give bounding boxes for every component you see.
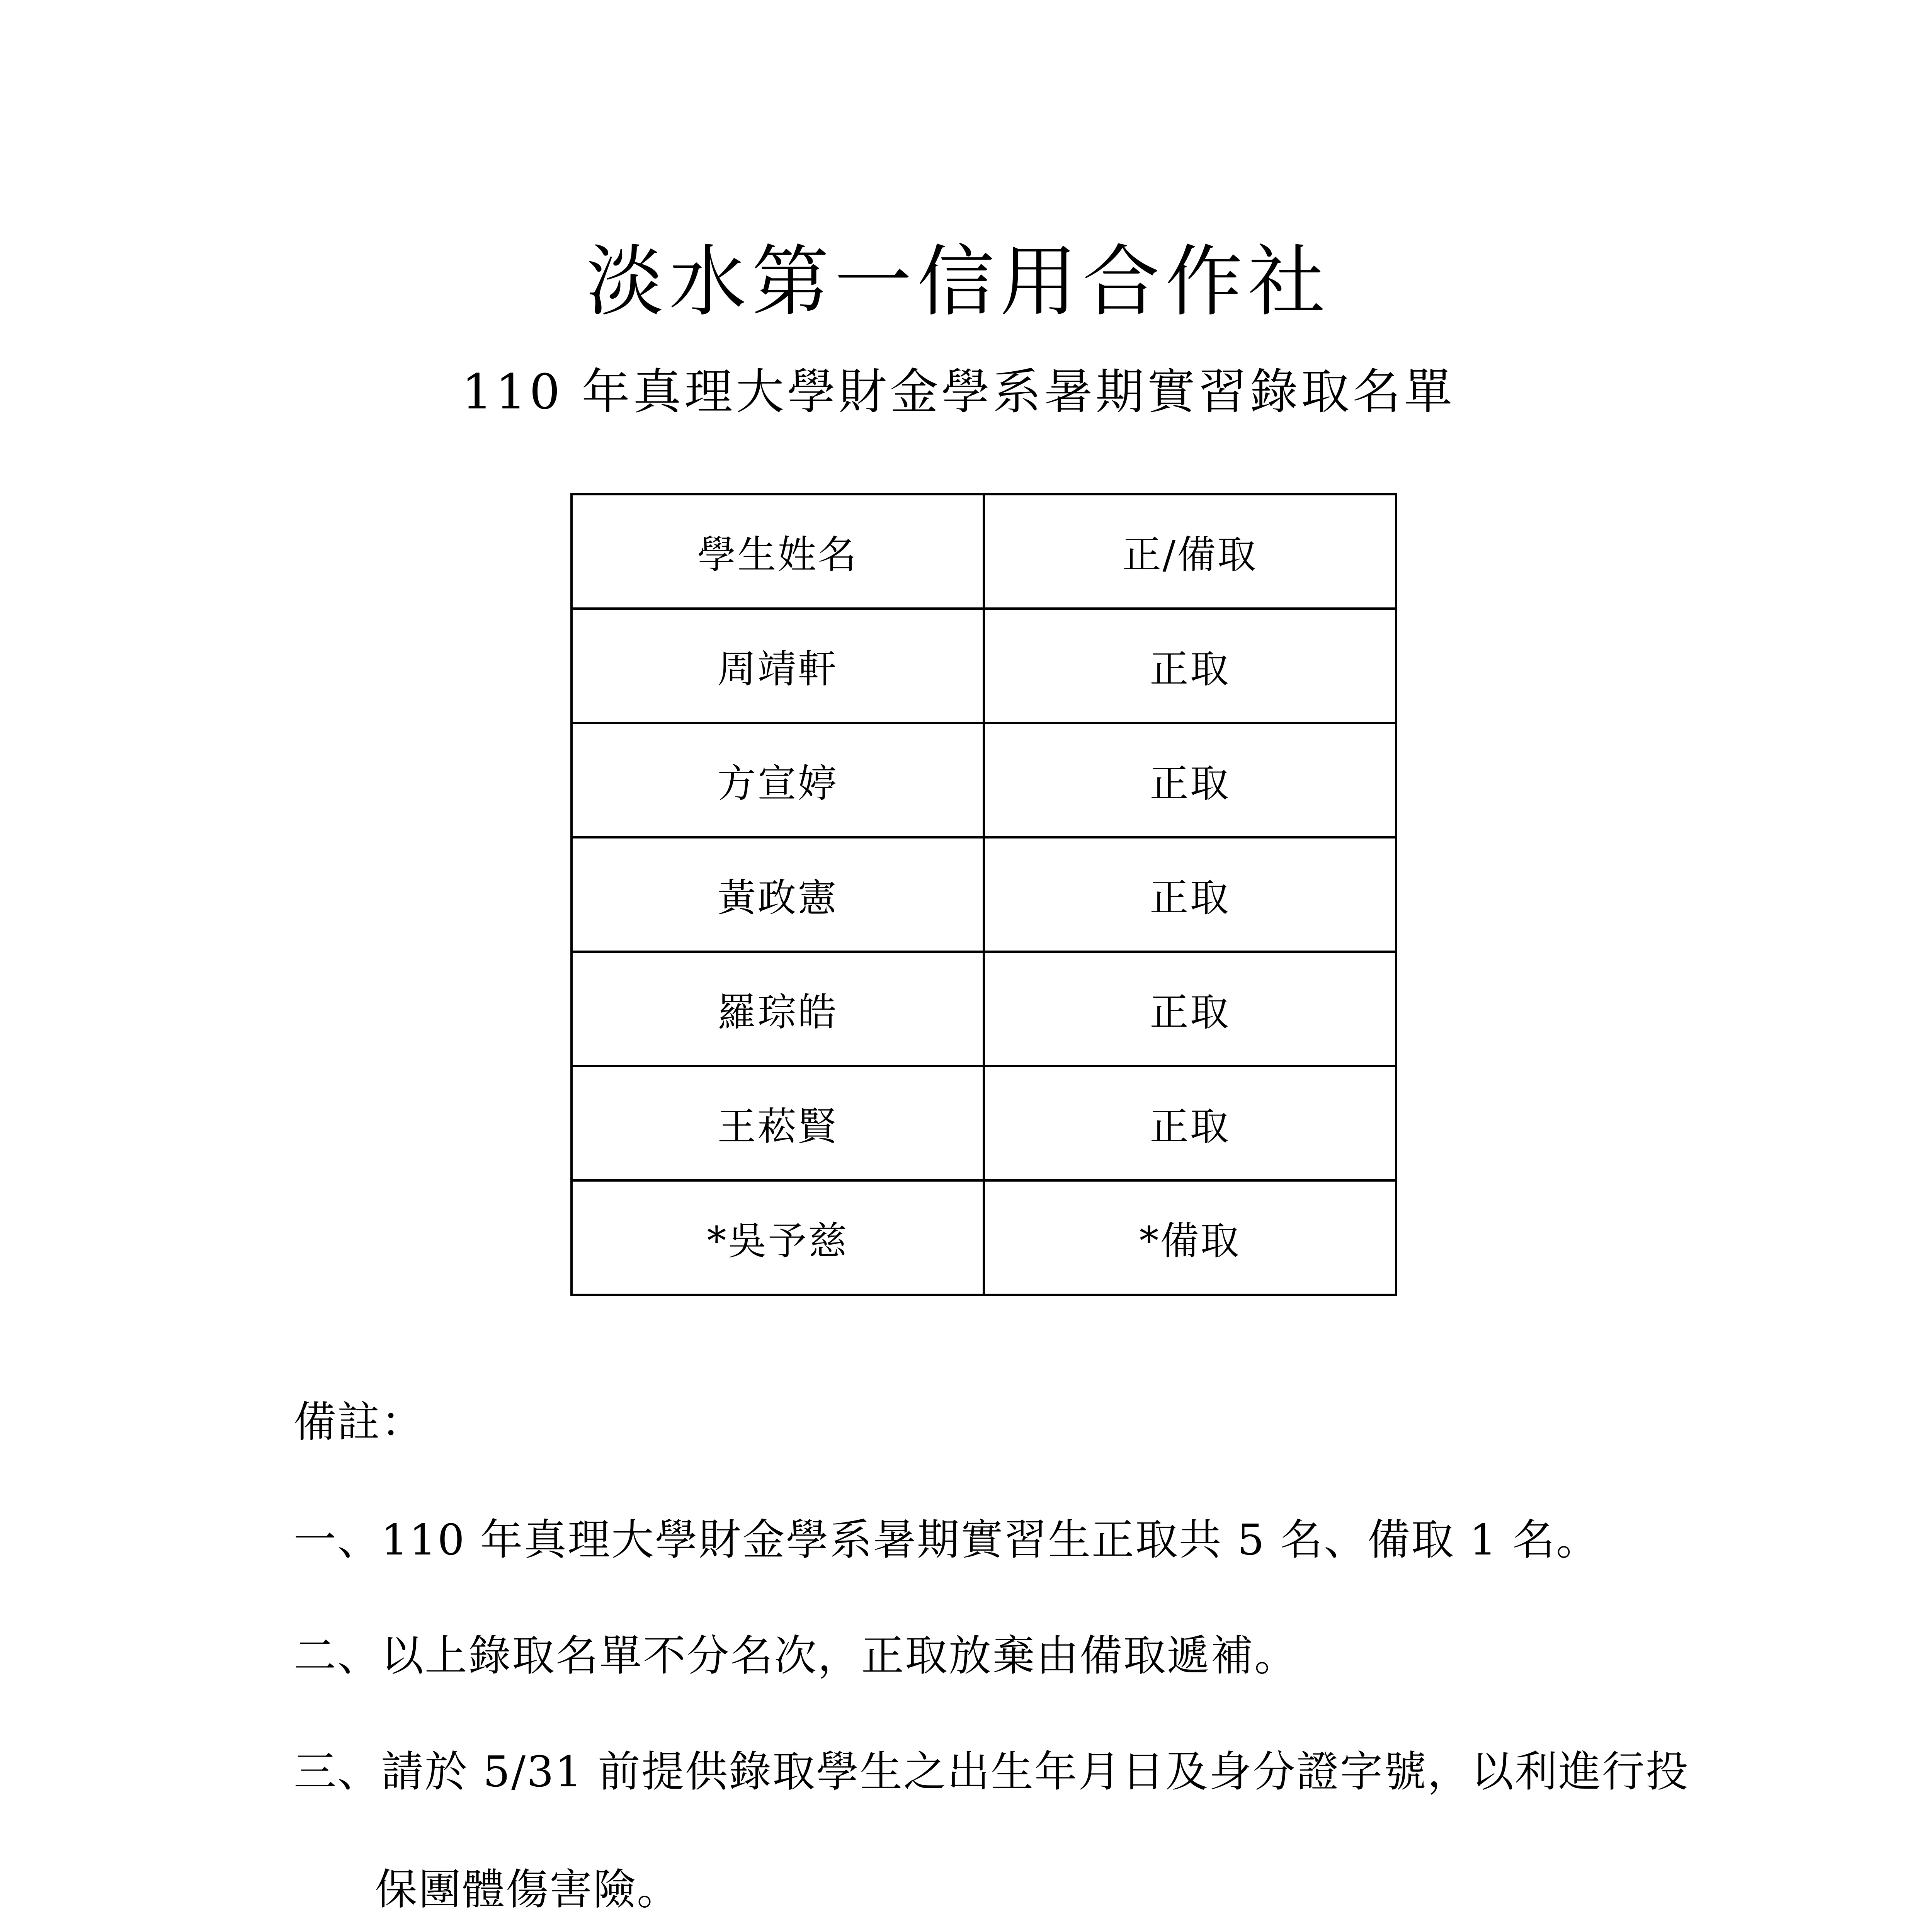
note-item-3-continued: 保團體傷害險。 xyxy=(375,1865,680,1914)
header-student-name: 學生姓名 xyxy=(572,494,984,609)
table-row xyxy=(572,952,1396,1066)
admission-status-cell: 正取 xyxy=(984,609,1396,723)
document-subtitle: 110 年真理大學財金學系暑期實習錄取名單 xyxy=(461,364,1456,420)
table-row xyxy=(572,837,1396,952)
admission-status-cell: 正取 xyxy=(984,837,1396,952)
admission-status-cell: *備取 xyxy=(984,1180,1396,1295)
student-name-cell: *吳予慈 xyxy=(572,1180,984,1295)
student-name-cell: 方宣婷 xyxy=(572,723,984,837)
student-name-cell: 王菘賢 xyxy=(572,1066,984,1180)
admission-table xyxy=(570,493,1397,1296)
note-item-1: 一、110 年真理大學財金學系暑期實習生正取共 5 名、備取 1 名。 xyxy=(294,1515,1600,1565)
table-row xyxy=(572,1180,1396,1295)
note-item-3: 三、請於 5/31 前提供錄取學生之出生年月日及身分證字號，以利進行投 xyxy=(294,1747,1689,1796)
student-name-cell: 周靖軒 xyxy=(572,609,984,723)
student-name-cell: 黃政憲 xyxy=(572,837,984,952)
header-admission-status: 正/備取 xyxy=(984,494,1396,609)
document-title: 淡水第一信用合作社 xyxy=(586,237,1331,327)
table-row xyxy=(572,609,1396,723)
notes-heading: 備註： xyxy=(294,1397,425,1447)
student-name-cell: 羅琮皓 xyxy=(572,952,984,1066)
table-row xyxy=(572,1066,1396,1180)
admission-status-cell: 正取 xyxy=(984,952,1396,1066)
note-item-2: 二、以上錄取名單不分名次，正取放棄由備取遞補。 xyxy=(294,1631,1298,1680)
table-header-row xyxy=(572,494,1396,609)
admission-status-cell: 正取 xyxy=(984,723,1396,837)
table-row xyxy=(572,723,1396,837)
admission-status-cell: 正取 xyxy=(984,1066,1396,1180)
